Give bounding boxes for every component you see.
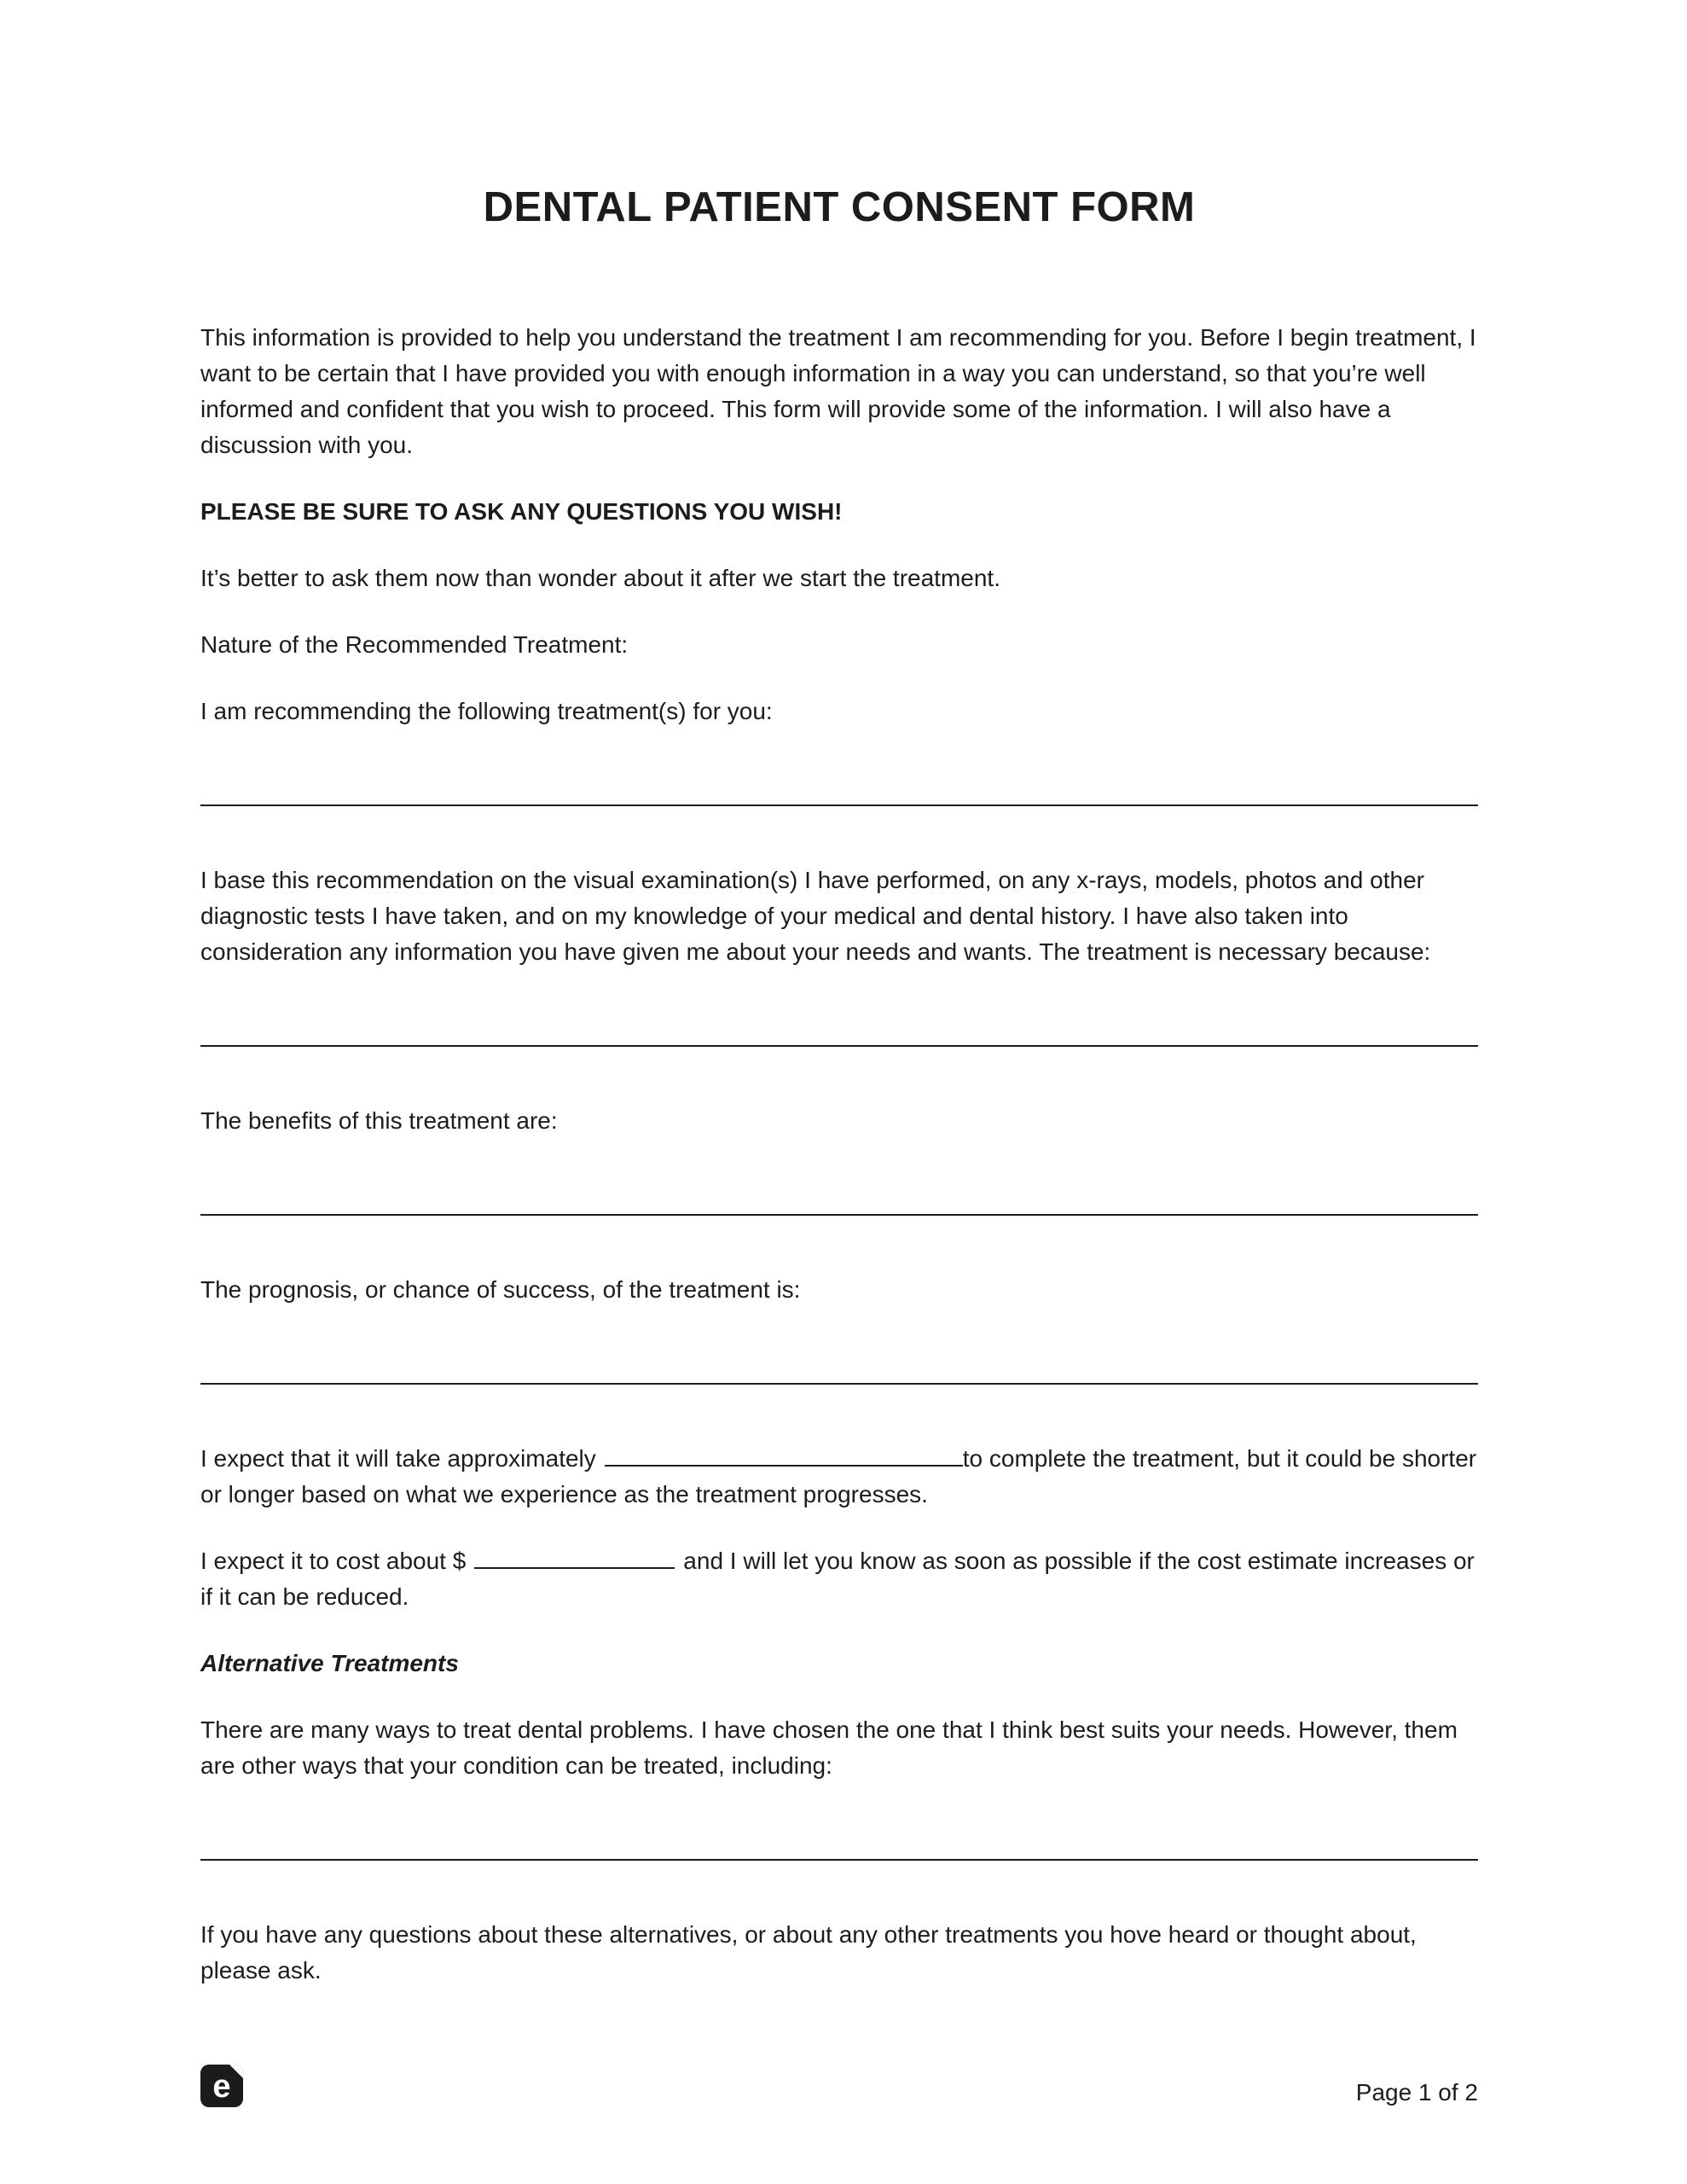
ask-questions-heading: PLEASE BE SURE TO ASK ANY QUESTIONS YOU WISH! bbox=[200, 498, 843, 525]
prognosis-paragraph: The prognosis, or chance of success, of the treatment is: bbox=[200, 1276, 801, 1303]
page-title: DENTAL PATIENT CONSENT FORM bbox=[483, 184, 1196, 230]
alternative-questions-paragraph: If you have any questions about these alternatives, or about any other treatments you hove heard or thought about, please ask. bbox=[200, 1921, 1417, 1984]
blank-line-benefits bbox=[200, 1214, 1478, 1216]
alternative-body-paragraph: There are many ways to treat dental problems. I have chosen the one that I think best suits your needs. However, them are other ways that your condition can be treated, including: bbox=[200, 1716, 1458, 1779]
page-number-label: Page 1 of 2 bbox=[1355, 2079, 1478, 2106]
page-footer bbox=[200, 2065, 1478, 2107]
eforms-logo-letter: e bbox=[212, 2069, 231, 2105]
recommending-paragraph: I am recommending the following treatment(s) for you: bbox=[200, 698, 773, 724]
cost-blank-line bbox=[474, 1548, 675, 1569]
benefits-paragraph: The benefits of this treatment are: bbox=[200, 1107, 558, 1134]
eforms-logo-icon bbox=[200, 2065, 243, 2107]
intro-paragraph: This information is provided to help you understand the treatment I am recommending for you. Before I begin treatment, I want to be certain that I have provided you with enough information in a way you can understand, so that you’re well informed and confident that you wish to proceed. This form will provide some of the information. I will also have a discussion with you. bbox=[200, 324, 1476, 458]
duration-text-pre: I expect that it will take approximately bbox=[200, 1445, 596, 1472]
better-to-ask-paragraph: It’s better to ask them now than wonder about it after we start the treatment. bbox=[200, 565, 1000, 591]
blank-line-treatments bbox=[200, 804, 1478, 806]
cost-text-post: and I will let you know as soon as possible if the cost estimate increases or if it can be reduced. bbox=[200, 1548, 1475, 1610]
nature-of-treatment-heading: Nature of the Recommended Treatment: bbox=[200, 631, 629, 658]
duration-paragraph bbox=[200, 1441, 1478, 1513]
blank-line-necessary-because bbox=[200, 1045, 1478, 1047]
blank-line-prognosis bbox=[200, 1383, 1478, 1385]
duration-text-post: to complete the treatment, but it could be shorter or longer based on what we experience as the treatment progresses. bbox=[200, 1445, 1477, 1507]
base-recommendation-paragraph: I base this recommendation on the visual examination(s) I have performed, on any x-rays, models, photos and other diagnostic tests I have taken, and on my knowledge of your medical and dental history. I have also taken into consideration any information you have given me about your needs and wants. The treatment is necessary because: bbox=[200, 867, 1431, 965]
alternative-treatments-heading: Alternative Treatments bbox=[200, 1650, 459, 1676]
cost-paragraph bbox=[200, 1543, 1478, 1615]
cost-text-pre: I expect it to cost about $ bbox=[200, 1548, 467, 1574]
duration-blank-line bbox=[605, 1446, 963, 1467]
blank-line-alternatives bbox=[200, 1859, 1478, 1861]
